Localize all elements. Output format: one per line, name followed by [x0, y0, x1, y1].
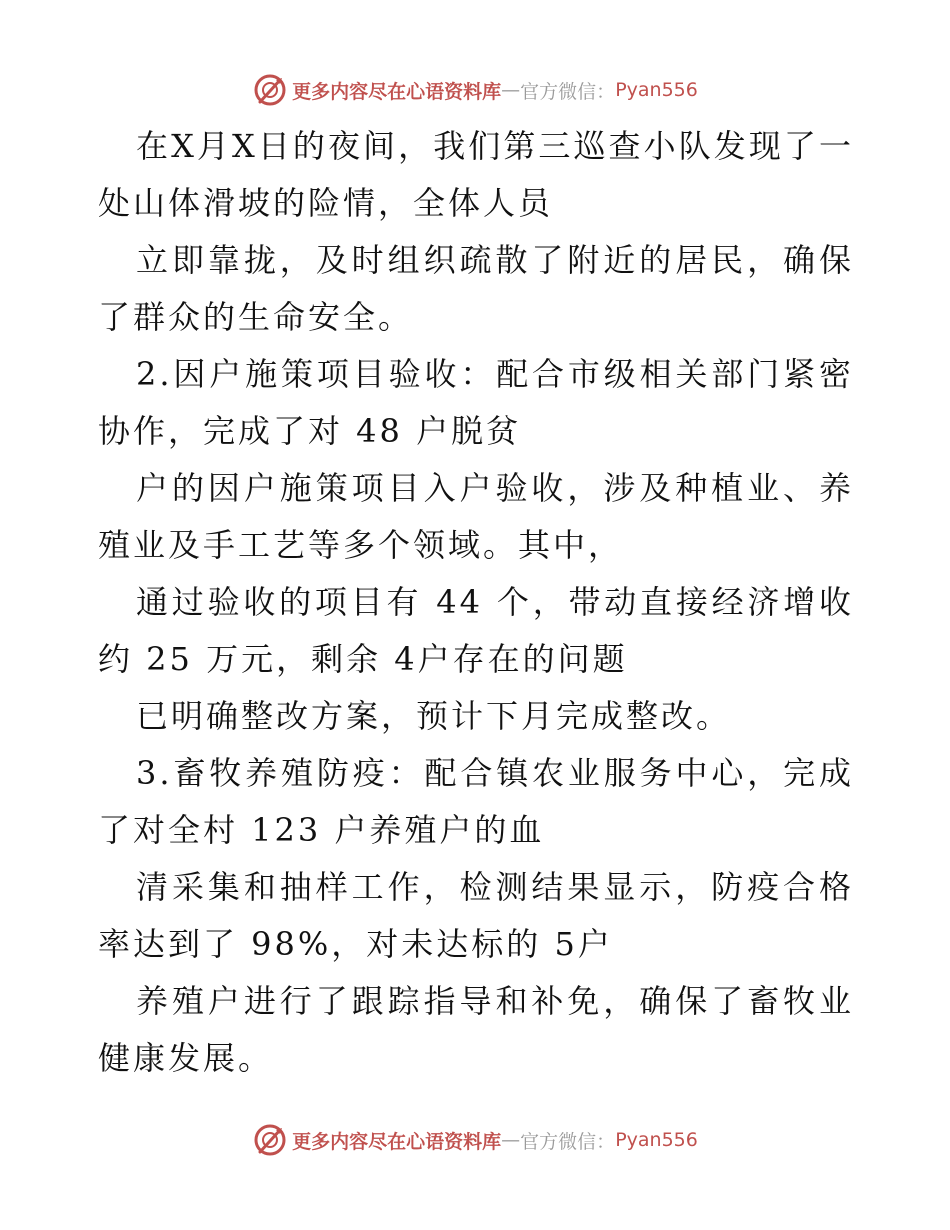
paragraph: 通过验收的项目有 44 个，带动直接经济增收约 25 万元，剩余 4户存在的问题 — [98, 583, 854, 678]
brand-logo-icon — [252, 1122, 288, 1158]
banner-separator: — — [501, 1129, 521, 1151]
document-body — [98, 118, 854, 1087]
paragraph: 养殖户进行了跟踪指导和补免，确保了畜牧业健康发展。 — [98, 982, 854, 1077]
banner-site-name: 更多内容尽在心语资料库 — [292, 80, 502, 103]
paragraph: 清采集和抽样工作，检测结果显示，防疫合格率达到了 98%，对未达标的 5户 — [98, 868, 854, 963]
paragraph: 户的因户施策项目入户验收，涉及种植业、养殖业及手工艺等多个领域。其中， — [98, 469, 854, 564]
paragraph: 立即靠拢，及时组织疏散了附近的居民，确保了群众的生命安全。 — [98, 241, 854, 336]
paragraph: 已明确整改方案，预计下月完成整改。 — [136, 697, 732, 735]
footer-banner — [0, 1120, 950, 1160]
banner-official-label: 官方微信： — [520, 1130, 616, 1153]
banner-official-label: 官方微信： — [520, 80, 616, 103]
brand-logo-icon — [252, 72, 288, 108]
banner-wechat-id: Pyan556 — [615, 1129, 698, 1151]
header-banner — [0, 70, 950, 110]
paragraph: 在X月X日的夜间，我们第三巡查小队发现了一处山体滑坡的险情，全体人员 — [98, 127, 854, 222]
banner-wechat-id: Pyan556 — [615, 79, 698, 101]
paragraph: 2.因户施策项目验收：配合市级相关部门紧密协作，完成了对 48 户脱贫 — [98, 355, 854, 450]
banner-separator: — — [501, 79, 521, 101]
banner-site-name: 更多内容尽在心语资料库 — [292, 1130, 502, 1153]
paragraph: 3.畜牧养殖防疫：配合镇农业服务中心，完成了对全村 123 户养殖户的血 — [98, 754, 854, 849]
